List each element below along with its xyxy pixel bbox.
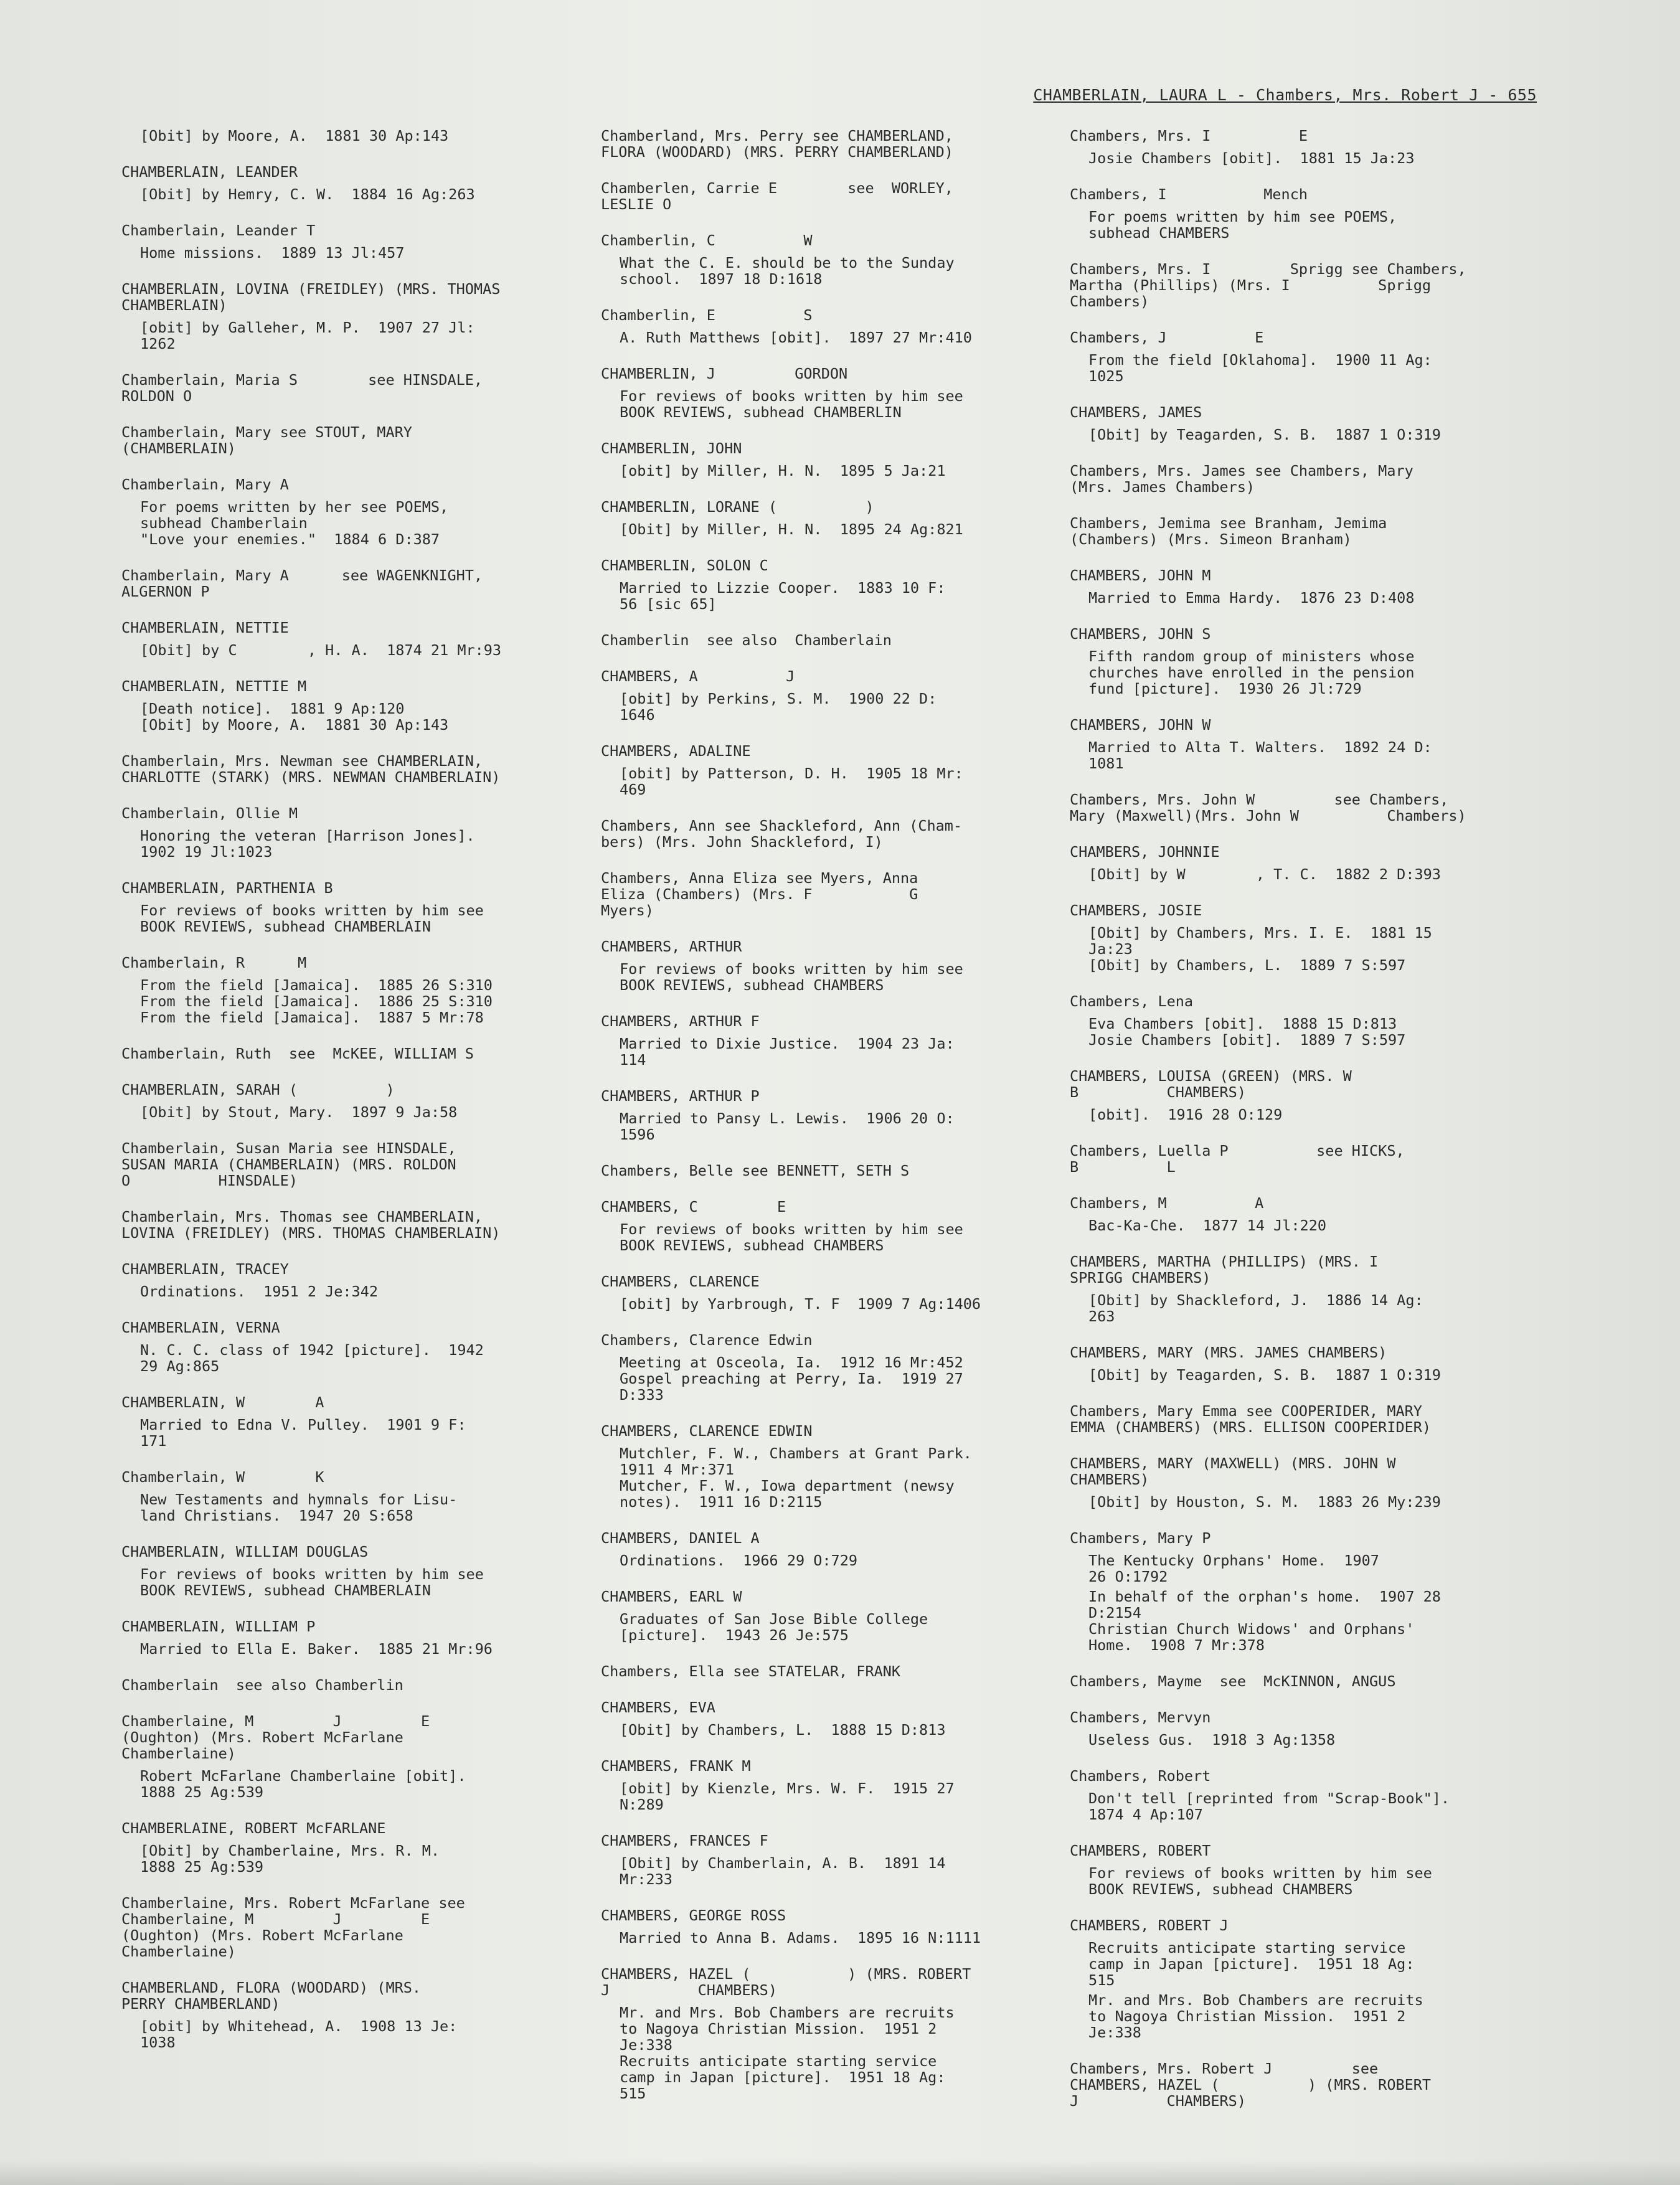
entry-citation: For reviews of books written by him see BOOK REVIEWS, subhead CHAMBERLAIN: [140, 1565, 484, 1599]
index-entry: [121, 164, 595, 202]
entry-citation: Useless Gus. 1918 3 Ag:1358: [1088, 1731, 1336, 1748]
page-edge-shadow: [0, 2160, 1680, 2185]
entry-heading: CHAMBERLIN, LORANE ( ): [601, 498, 874, 516]
index-entry: [121, 1045, 595, 1062]
entry-citation: Meeting at Osceola, Ia. 1912 16 Mr:452 Gospel preaching at Perry, Ia. 1919 27 D:333: [620, 1354, 963, 1404]
entry-heading: Chamberlain, W K: [121, 1468, 324, 1486]
entry-heading: Chamberlaine, Mrs. Robert McFarlane see Chamberlaine, M J E (Oughton) (Mrs. Robert McFarlane Chamberlaine): [121, 1894, 465, 1960]
entry-citation: Mr. and Mrs. Bob Chambers are recruits to Nagoya Christian Mission. 1951 2 Je:338: [1088, 1991, 1423, 2041]
entry-heading: CHAMBERLAIN, WILLIAM DOUGLAS: [121, 1543, 369, 1560]
index-entry: [1070, 1455, 1543, 1510]
entry-heading: CHAMBERS, MARTHA (PHILLIPS) (MRS. I SPRIGG CHAMBERS): [1070, 1253, 1379, 1286]
entry-heading: Chamberlain, Mary A: [121, 476, 289, 493]
entry-citation: For poems written by him see POEMS, subhead CHAMBERS: [1088, 208, 1397, 242]
index-entry: [601, 232, 1074, 287]
index-entry: [121, 620, 595, 658]
index-entry: [121, 1261, 595, 1300]
entry-heading: Chambers, Mary P: [1070, 1529, 1211, 1547]
index-entry: [601, 1332, 1074, 1403]
index-entry: [121, 1319, 595, 1374]
index-entry: [1070, 626, 1543, 697]
entry-citation: Married to Lizzie Cooper. 1883 10 F: 56 [sic 65]: [620, 579, 946, 613]
index-entry: [1070, 717, 1543, 772]
entry-heading: CHAMBERS, LOUISA (GREEN) (MRS. W B CHAMBERS): [1070, 1067, 1352, 1101]
entry-citation: Married to Anna B. Adams. 1895 16 N:1111: [620, 1929, 981, 1947]
entry-heading: CHAMBERS, JOHNNIE: [1070, 843, 1220, 861]
entry-citation: Home missions. 1889 13 Jl:457: [140, 244, 405, 262]
index-entry: [1070, 329, 1543, 384]
running-head: CHAMBERLAIN, LAURA L - Chambers, Mrs. Robert J - 655: [1033, 86, 1537, 104]
entry-citation: [obit] by Galleher, M. P. 1907 27 Jl: 1262: [140, 319, 475, 352]
entry-citation: [Obit] by Stout, Mary. 1897 9 Ja:58: [140, 1103, 458, 1121]
index-entry: [1070, 1403, 1543, 1435]
entry-citation: Mr. and Mrs. Bob Chambers are recruits to Nagoya Christian Mission. 1951 2 Je:338 Recruits anticipate starting service camp in Japan [picture]. 1951 18 Ag: 515: [620, 2004, 955, 2102]
index-entry: [601, 1699, 1074, 1738]
entry-heading: CHAMBERS, A J: [601, 668, 795, 685]
index-entry: [121, 1394, 595, 1449]
entry-heading: Chambers, I Mench: [1070, 186, 1308, 203]
index-entry: [1070, 1917, 1543, 2041]
index-entry: [601, 1163, 1074, 1179]
entry-heading: CHAMBERLAINE, ROBERT McFARLANE: [121, 1819, 386, 1837]
index-entry: [601, 1663, 1074, 1679]
index-entry: [121, 880, 595, 935]
entry-heading: CHAMBERS, JOHN S: [1070, 625, 1211, 643]
entry-citation: [Death notice]. 1881 9 Ap:120 [Obit] by Moore, A. 1881 30 Ap:143: [140, 700, 449, 734]
index-entry: [121, 1820, 595, 1875]
entry-citation: For reviews of books written by him see BOOK REVIEWS, subhead CHAMBERLIN: [620, 387, 963, 421]
entry-citation: Bac-Ka-Che. 1877 14 Jl:220: [1088, 1217, 1327, 1234]
entry-citation: [Obit] by C , H. A. 1874 21 Mr:93: [140, 641, 502, 659]
index-column-1: [121, 128, 595, 2070]
index-entry: [121, 222, 595, 261]
index-entry: [1070, 1709, 1543, 1748]
entry-heading: CHAMBERLIN, JOHN: [601, 440, 742, 457]
index-entry: [601, 1530, 1074, 1569]
entry-citation: For reviews of books written by him see BOOK REVIEWS, subhead CHAMBERLAIN: [140, 902, 484, 935]
entry-heading: Chamberlin see also Chamberlain: [601, 631, 892, 649]
entry-citation: [obit] by Yarbrough, T. F 1909 7 Ag:1406: [620, 1295, 981, 1313]
entry-heading: Chamberland, Mrs. Perry see CHAMBERLAND, FLORA (WOODARD) (MRS. PERRY CHAMBERLAND): [601, 127, 953, 161]
entry-heading: CHAMBERS, C E: [601, 1198, 786, 1215]
index-entry: [601, 180, 1074, 212]
entry-heading: Chambers, Clarence Edwin: [601, 1331, 813, 1349]
entry-heading: Chamberlain, R M: [121, 954, 307, 971]
entry-heading: Chambers, Belle see BENNETT, SETH S: [601, 1162, 910, 1179]
entry-heading: Chambers, J E: [1070, 329, 1264, 346]
entry-heading: CHAMBERLAIN, LOVINA (FREIDLEY) (MRS. THOMAS CHAMBERLAIN): [121, 280, 501, 314]
entry-citation: The Kentucky Orphans' Home. 1907 26 O:1792: [1088, 1552, 1379, 1585]
index-entry: [121, 1980, 595, 2051]
entry-heading: Chamberlin, E S: [601, 306, 813, 324]
entry-citation: For reviews of books written by him see BOOK REVIEWS, subhead CHAMBERS: [620, 1220, 963, 1254]
entry-heading: CHAMBERLAND, FLORA (WOODARD) (MRS. PERRY CHAMBERLAND): [121, 1979, 422, 2013]
index-entry: [601, 938, 1074, 993]
index-entry: [121, 1618, 595, 1657]
index-entry: [601, 1907, 1074, 1946]
entry-heading: Chambers, Ann see Shackleford, Ann (Cham- bers) (Mrs. John Shackleford, I): [601, 817, 963, 851]
entry-heading: Chambers, Mrs. I Sprigg see Chambers, Martha (Phillips) (Mrs. I Sprigg Chambers): [1070, 260, 1466, 310]
entry-citation: Ordinations. 1951 2 Je:342: [140, 1283, 379, 1300]
entry-citation: [obit] by Kienzle, Mrs. W. F. 1915 27 N:289: [620, 1780, 955, 1813]
index-entry: [121, 753, 595, 785]
entry-citation: [Obit] by Moore, A. 1881 30 Ap:143: [140, 127, 449, 144]
index-entry: [1070, 128, 1543, 166]
index-entry: [601, 440, 1074, 479]
index-entry: [601, 1758, 1074, 1813]
index-entry: [1070, 1068, 1543, 1123]
index-entry: [1070, 1253, 1543, 1324]
entry-citation: Robert McFarlane Chamberlaine [obit]. 1888 25 Ag:539: [140, 1767, 466, 1801]
index-entry: [601, 1833, 1074, 1887]
entry-citation: Married to Ella E. Baker. 1885 21 Mr:96: [140, 1640, 493, 1658]
entry-heading: Chambers, Mervyn: [1070, 1709, 1211, 1726]
entry-citation: [Obit] by Chambers, Mrs. I. E. 1881 15 Ja:23 [Obit] by Chambers, L. 1889 7 S:597: [1088, 924, 1432, 974]
entry-citation: Don't tell [reprinted from "Scrap-Book"]. 1874 4 Ap:107: [1088, 1790, 1450, 1823]
entry-heading: CHAMBERS, JAMES: [1070, 403, 1202, 421]
index-entry: [121, 955, 595, 1026]
index-entry: [601, 818, 1074, 850]
index-column-2: [601, 128, 1074, 2121]
entry-heading: Chambers, Luella P see HICKS, B L: [1070, 1142, 1405, 1176]
entry-heading: Chambers, Anna Eliza see Myers, Anna Eliza (Chambers) (Mrs. F G Myers): [601, 869, 918, 919]
entry-heading: Chamberlain, Susan Maria see HINSDALE, SUSAN MARIA (CHAMBERLAIN) (MRS. ROLDON O HINSDALE): [121, 1140, 456, 1189]
index-entry: [1070, 844, 1543, 882]
index-entry: [601, 557, 1074, 612]
index-entry: [601, 307, 1074, 346]
index-entry: [601, 1273, 1074, 1312]
entry-heading: CHAMBERLAIN, LEANDER: [121, 163, 298, 181]
entry-heading: CHAMBERLAIN, SARAH ( ): [121, 1081, 395, 1098]
entry-heading: CHAMBERLAIN, TRACEY: [121, 1260, 289, 1278]
entry-heading: Chambers, M A: [1070, 1194, 1264, 1212]
entry-citation: Fifth random group of ministers whose churches have enrolled in the pension fund [picture]. 1930 26 Jl:729: [1088, 648, 1415, 697]
index-entry: [1070, 1768, 1543, 1823]
entry-heading: Chamberlain, Mrs. Newman see CHAMBERLAIN, CHARLOTTE (STARK) (MRS. NEWMAN CHAMBERLAIN): [121, 752, 501, 786]
entry-heading: CHAMBERS, GEORGE ROSS: [601, 1907, 786, 1924]
entry-citation: [Obit] by W , T. C. 1882 2 D:393: [1088, 866, 1441, 883]
index-entry: [121, 678, 595, 733]
entry-heading: Chambers, Jemima see Branham, Jemima (Chambers) (Mrs. Simeon Branham): [1070, 514, 1387, 548]
index-entry: [1070, 1843, 1543, 1897]
entry-heading: Chamberlain, Ruth see McKEE, WILLIAM S: [121, 1045, 474, 1062]
index-entry: [1070, 993, 1543, 1048]
entry-citation: [Obit] by Teagarden, S. B. 1887 1 O:319: [1088, 426, 1441, 443]
entry-citation: Graduates of San Jose Bible College [picture]. 1943 26 Je:575: [620, 1610, 928, 1644]
entry-citation: For reviews of books written by him see BOOK REVIEWS, subhead CHAMBERS: [1088, 1864, 1432, 1898]
entry-heading: CHAMBERS, ROBERT J: [1070, 1917, 1229, 1934]
index-entry: [601, 1013, 1074, 1068]
entry-heading: CHAMBERLAIN, NETTIE M: [121, 677, 307, 695]
entry-heading: CHAMBERS, EVA: [601, 1699, 715, 1716]
index-entry: [121, 1544, 595, 1598]
entry-citation: Eva Chambers [obit]. 1888 15 D:813 Josie Chambers [obit]. 1889 7 S:597: [1088, 1015, 1406, 1049]
entry-heading: CHAMBERS, JOHN M: [1070, 567, 1211, 584]
entry-heading: CHAMBERS, ROBERT: [1070, 1842, 1211, 1859]
entry-heading: Chambers, Ella see STATELAR, FRANK: [601, 1663, 901, 1680]
index-entry: [1070, 404, 1543, 443]
entry-heading: Chambers, Mary Emma see COOPERIDER, MARY EMMA (CHAMBERS) (MRS. ELLISON COOPERIDER): [1070, 1402, 1432, 1436]
index-entry: [1070, 1673, 1543, 1689]
entry-heading: CHAMBERS, MARY (MRS. JAMES CHAMBERS): [1070, 1344, 1387, 1361]
entry-heading: CHAMBERLAIN, W A: [121, 1394, 324, 1411]
index-entry: [1070, 2060, 1543, 2109]
index-entry: [121, 476, 595, 547]
index-entry: [121, 1140, 595, 1189]
entry-heading: CHAMBERLAIN, NETTIE: [121, 619, 289, 636]
index-entry: [601, 1088, 1074, 1143]
entry-heading: Chambers, Mrs. Robert J see CHAMBERS, HAZEL ( ) (MRS. ROBERT J CHAMBERS): [1070, 2060, 1432, 2110]
index-entry: [121, 1713, 595, 1800]
entry-heading: Chamberlain, Mrs. Thomas see CHAMBERLAIN, LOVINA (FREIDLEY) (MRS. THOMAS CHAMBERLAIN): [121, 1208, 501, 1242]
entry-citation: From the field [Oklahoma]. 1900 11 Ag: 1025: [1088, 351, 1432, 385]
index-entry: [601, 499, 1074, 537]
entry-heading: CHAMBERS, DANIEL A: [601, 1529, 760, 1547]
index-entry: [1070, 515, 1543, 547]
entry-citation: Married to Emma Hardy. 1876 23 D:408: [1088, 589, 1415, 606]
entry-citation: A. Ruth Matthews [obit]. 1897 27 Mr:410: [620, 329, 972, 346]
index-entry: [601, 668, 1074, 723]
entry-citation: [obit] by Miller, H. N. 1895 5 Ja:21: [620, 462, 946, 479]
entry-heading: Chamberlin, C W: [601, 232, 813, 249]
entry-citation: Married to Dixie Justice. 1904 23 Ja: 114: [620, 1035, 955, 1069]
entry-citation: Married to Edna V. Pulley. 1901 9 F: 171: [140, 1416, 466, 1450]
entry-citation: [obit] by Whitehead, A. 1908 13 Je: 1038: [140, 2017, 458, 2051]
entry-heading: Chamberlain, Maria S see HINSDALE, ROLDON O: [121, 371, 483, 405]
entry-heading: CHAMBERLIN, SOLON C: [601, 557, 768, 574]
entry-heading: CHAMBERS, FRANK M: [601, 1757, 751, 1775]
index-entry: [601, 1966, 1074, 2102]
index-entry: [1070, 567, 1543, 606]
index-entry: [1070, 1143, 1543, 1175]
entry-heading: Chamberlaine, M J E (Oughton) (Mrs. Robert McFarlane Chamberlaine): [121, 1712, 430, 1762]
entry-heading: CHAMBERLAIN, PARTHENIA B: [121, 879, 333, 897]
entry-citation: [Obit] by Hemry, C. W. 1884 16 Ag:263: [140, 186, 475, 203]
index-entry: [1070, 261, 1543, 309]
entry-heading: Chambers, Mayme see McKINNON, ANGUS: [1070, 1673, 1396, 1690]
entry-heading: Chamberlain, Mary see STOUT, MARY (CHAMBERLAIN): [121, 423, 412, 457]
entry-heading: Chamberlain, Mary A see WAGENKNIGHT, ALGERNON P: [121, 567, 483, 600]
index-entry: [121, 372, 595, 404]
entry-heading: CHAMBERLAIN, WILLIAM P: [121, 1618, 316, 1635]
index-entry: [121, 424, 595, 456]
index-entry: [121, 281, 595, 352]
entry-heading: CHAMBERLIN, J GORDON: [601, 365, 848, 382]
index-entry: [1070, 902, 1543, 973]
index-entry: [1070, 791, 1543, 824]
entry-citation: For poems written by her see POEMS, subhead Chamberlain "Love your enemies." 1884 6 D:387: [140, 498, 449, 548]
entry-citation: [obit]. 1916 28 O:129: [1088, 1106, 1283, 1123]
entry-citation: Married to Alta T. Walters. 1892 24 D: 1081: [1088, 739, 1432, 772]
entry-citation: For reviews of books written by him see BOOK REVIEWS, subhead CHAMBERS: [620, 960, 963, 994]
entry-heading: CHAMBERS, JOSIE: [1070, 902, 1202, 919]
entry-citation: [Obit] by Houston, S. M. 1883 26 My:239: [1088, 1493, 1441, 1511]
index-entry: [121, 1082, 595, 1120]
entry-citation: [obit] by Patterson, D. H. 1905 18 Mr: 469: [620, 765, 963, 798]
index-entry: [1070, 463, 1543, 495]
entry-citation: [Obit] by Miller, H. N. 1895 24 Ag:821: [620, 521, 963, 538]
index-entry: [1070, 1195, 1543, 1234]
entry-heading: Chambers, Mrs. James see Chambers, Mary (Mrs. James Chambers): [1070, 462, 1413, 496]
entry-citation: Honoring the veteran [Harrison Jones]. 1902 19 Jl:1023: [140, 827, 475, 861]
entry-heading: CHAMBERS, ARTHUR F: [601, 1012, 760, 1030]
index-entry: [121, 1469, 595, 1524]
entry-heading: Chambers, Mrs. I E: [1070, 127, 1308, 144]
entry-heading: CHAMBERS, HAZEL ( ) (MRS. ROBERT J CHAMBERS): [601, 1965, 971, 1999]
entry-heading: CHAMBERS, CLARENCE: [601, 1273, 760, 1290]
entry-heading: CHAMBERLAIN, VERNA: [121, 1319, 280, 1336]
entry-heading: Chamberlain, Leander T: [121, 222, 316, 239]
entry-citation: [Obit] by Teagarden, S. B. 1887 1 O:319: [1088, 1366, 1441, 1384]
index-entry: [1070, 1344, 1543, 1383]
index-entry: [121, 1677, 595, 1693]
entry-citation: [obit] by Perkins, S. M. 1900 22 D: 1646: [620, 690, 937, 724]
entry-citation: Recruits anticipate starting service camp in Japan [picture]. 1951 18 Ag: 515: [1088, 1939, 1415, 1989]
index-entry: [1070, 186, 1543, 241]
entry-citation: Married to Pansy L. Lewis. 1906 20 O: 1596: [620, 1110, 955, 1143]
entry-heading: CHAMBERS, ARTHUR P: [601, 1087, 760, 1105]
index-entry: [601, 1199, 1074, 1253]
entry-citation: Mutchler, F. W., Chambers at Grant Park. 1911 4 Mr:371 Mutcher, F. W., Iowa department (newsy notes). 1911 16 D:2115: [620, 1445, 972, 1511]
entry-citation: [Obit] by Shackleford, J. 1886 14 Ag: 263: [1088, 1291, 1423, 1325]
index-entry: [601, 1423, 1074, 1510]
entry-heading: CHAMBERS, FRANCES F: [601, 1832, 768, 1849]
entry-heading: CHAMBERS, ADALINE: [601, 742, 751, 760]
index-entry: [601, 632, 1074, 648]
entry-heading: Chamberlain see also Chamberlin: [121, 1676, 403, 1694]
index-entry: [121, 1209, 595, 1241]
entry-citation: N. C. C. class of 1942 [picture]. 1942 29 Ag:865: [140, 1341, 484, 1375]
index-entry: [601, 1588, 1074, 1643]
entry-citation: What the C. E. should be to the Sunday school. 1897 18 D:1618: [620, 254, 955, 288]
index-entry: [121, 128, 595, 144]
index-entry: [601, 128, 1074, 160]
entry-citation: [Obit] by Chamberlaine, Mrs. R. M. 1888 25 Ag:539: [140, 1842, 440, 1876]
entry-citation: New Testaments and hymnals for Lisu- land Christians. 1947 20 S:658: [140, 1491, 458, 1524]
index-column-3: [1070, 128, 1543, 2129]
entry-citation: In behalf of the orphan's home. 1907 28 D:2154 Christian Church Widows' and Orphans' Home. 1908 7 Mr:378: [1088, 1588, 1441, 1654]
entry-heading: CHAMBERS, EARL W: [601, 1588, 742, 1605]
index-entry: [121, 805, 595, 860]
index-entry: [1070, 1530, 1543, 1653]
index-entry: [121, 1895, 595, 1960]
entry-heading: CHAMBERS, ARTHUR: [601, 938, 742, 955]
entry-citation: Josie Chambers [obit]. 1881 15 Ja:23: [1088, 149, 1415, 167]
index-entry: [121, 567, 595, 600]
entry-heading: CHAMBERS, CLARENCE EDWIN: [601, 1422, 813, 1440]
entry-citation: Ordinations. 1966 29 O:729: [620, 1552, 858, 1569]
entry-citation: [Obit] by Chamberlain, A. B. 1891 14 Mr:233: [620, 1854, 946, 1888]
entry-heading: Chambers, Lena: [1070, 993, 1194, 1010]
index-entry: [601, 743, 1074, 798]
entry-heading: CHAMBERS, JOHN W: [1070, 716, 1211, 734]
index-entry: [601, 366, 1074, 420]
entry-heading: Chamberlain, Ollie M: [121, 805, 298, 822]
entry-citation: From the field [Jamaica]. 1885 26 S:310 From the field [Jamaica]. 1886 25 S:310 From the field [Jamaica]. 1887 5 Mr:78: [140, 976, 493, 1026]
entry-heading: CHAMBERS, MARY (MAXWELL) (MRS. JOHN W CHAMBERS): [1070, 1455, 1396, 1488]
entry-heading: Chambers, Robert: [1070, 1767, 1211, 1785]
entry-citation: [Obit] by Chambers, L. 1888 15 D:813: [620, 1721, 946, 1739]
entry-heading: Chambers, Mrs. John W see Chambers, Mary (Maxwell)(Mrs. John W Chambers): [1070, 791, 1466, 824]
index-entry: [601, 870, 1074, 918]
entry-heading: Chamberlen, Carrie E see WORLEY, LESLIE O: [601, 179, 953, 213]
